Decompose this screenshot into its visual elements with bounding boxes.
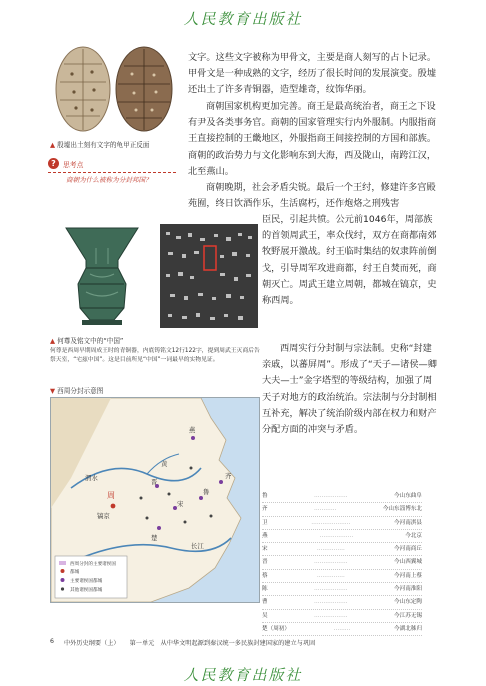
legend-item-3: 主要诸侯国都城 <box>70 579 103 584</box>
zun-note: 何尊是西周早期周成王时的青铜器，内底铸铭文12行122字，提到周武王灭商后告祭天室，“宅兹中国”。这是目前所见“中国”一词最早的实物见证。 <box>50 348 260 363</box>
map-legend <box>55 556 127 598</box>
page-number: 6 <box>50 638 54 645</box>
inscription-rubbing-image <box>160 224 258 328</box>
glossary-row: 吴 ……………… 今江苏无锡 <box>262 610 422 623</box>
glossary-row: 蔡 …………… 今河南上蔡 <box>262 570 422 583</box>
glossary-row: 宋 …………… 今河南商丘 <box>262 543 422 556</box>
map-label-jin: 晋 <box>151 478 158 486</box>
footer-publisher-logo: 人民教育出版社 <box>183 666 303 684</box>
question-icon: ? <box>48 158 59 169</box>
glossary-row: 楚（周初） ……… 今湖北秭归 <box>262 623 422 636</box>
map-label-chu: 楚 <box>151 534 158 542</box>
map-label-jiang: 长江 <box>191 542 204 550</box>
oracle-bone-image <box>52 44 176 134</box>
glossary-row: 卫 ………………… 今河南淇县 <box>262 517 422 530</box>
caption-marker-icon: ▼ <box>50 387 58 395</box>
zhongguo-highlight-box <box>204 246 216 270</box>
glossary-row: 齐 ………… 今山东淄博东北 <box>262 503 422 516</box>
paragraph-1: 文字。这些文字被称为甲骨文，主要是商人刻写的占卜记录。甲骨文是一种成熟的文字，经历了很长时间的发展演变。殷墟还出土了许多青铜器，造型雄奇，纹饰华丽。 <box>188 52 437 96</box>
map-label-lu: 鲁 <box>203 488 210 496</box>
legend-item-1: 西周分封的主要诸侯国 <box>70 562 116 567</box>
oracle-caption-text: 殷墟出土刻有文字的龟甲正反面 <box>57 141 150 149</box>
map-title-text: 西周分封示意图 <box>57 387 104 395</box>
think-label: 思考点 <box>63 160 84 169</box>
caption-marker-icon: ▲ <box>50 337 58 345</box>
caption-marker-icon: ▲ <box>50 141 58 149</box>
map-label-yan: 燕 <box>189 426 196 434</box>
map-label-song: 宋 <box>177 500 184 508</box>
zun-caption-text: 何尊及铭文中的“中国” <box>57 337 124 345</box>
paragraph-3-start: 商朝晚期，社会矛盾尖锐。最后一个王纣，修建许多宫殿苑囿，终日饮酒作乐，生活腐朽，还作炮烙之刑残害 <box>188 182 436 210</box>
map-title <box>50 386 210 396</box>
glossary-row: 燕 ……………… 今北京 <box>262 530 422 543</box>
paragraph-2: 商朝国家机构更加完善。商王是最高统治者，商王之下设有尹及各类事务官。商朝的国家管理实行内外服制。内服指商王直接控制的王畿地区，外服指商王间接控制的方国和部族。商朝的政治势力与文化影响东到大海，西及陇山，南跨江汉，北至燕山。 <box>188 101 437 177</box>
page-footer <box>50 638 450 647</box>
glossary-row: 陈 ……………… 今河南淮阳 <box>262 583 422 596</box>
map-label-qi: 齐 <box>225 472 232 480</box>
glossary-row: 曹 ……………… 今山东定陶 <box>262 596 422 609</box>
western-zhou-map <box>50 397 260 603</box>
legend-item-2: 都城 <box>70 570 80 575</box>
book-title: 中外历史纲要（上） <box>63 640 120 647</box>
place-glossary <box>262 490 422 636</box>
glossary-row: 晋 ……………… 今山西翼城 <box>262 556 422 569</box>
map-label-wei: 渭水 <box>85 474 98 482</box>
map-label-he: 黄 <box>161 460 168 468</box>
map-label-hao: 镐京 <box>97 512 110 520</box>
think-point <box>48 158 180 186</box>
zun-caption <box>50 336 260 346</box>
unit-title: 第一单元 从中华文明起源到秦汉统一多民族封建国家的建立与巩固 <box>129 640 316 647</box>
paragraph-3-rest: 臣民，引起共愤。公元前1046年，周部族的首领周武王，率众伐纣，双方在商都南郊牧野展开激战。纣王临时集结的奴隶阵前倒戈，引导周军攻进商都，纣王自焚而死，商朝灭亡。周武王建立周朝，都城在镐京，史称西周。 <box>262 214 437 307</box>
glossary-row: 鲁 ……………… 今山东曲阜 <box>262 490 422 503</box>
think-question: 商朝为什么被称为分封邦国？ <box>66 176 152 184</box>
map-label-zhou: 周 <box>107 491 115 500</box>
legend-item-4: 其他诸侯国都城 <box>70 588 103 593</box>
paragraph-4: 西周实行分封制与宗法制。史称“封建亲戚，以蕃屏周”。形成了“天子—诸侯—卿大夫—士”金字塔型的等级结构，加强了周天子对地方的政治统治。宗法制与分封制相互补充，解决了统治阶级内部在权力和财产分配方面的冲突与矛盾。 <box>262 343 437 436</box>
publisher-logo: 人民教育出版社 <box>183 10 303 28</box>
zun-vessel-image <box>52 224 152 328</box>
oracle-caption <box>50 140 180 150</box>
